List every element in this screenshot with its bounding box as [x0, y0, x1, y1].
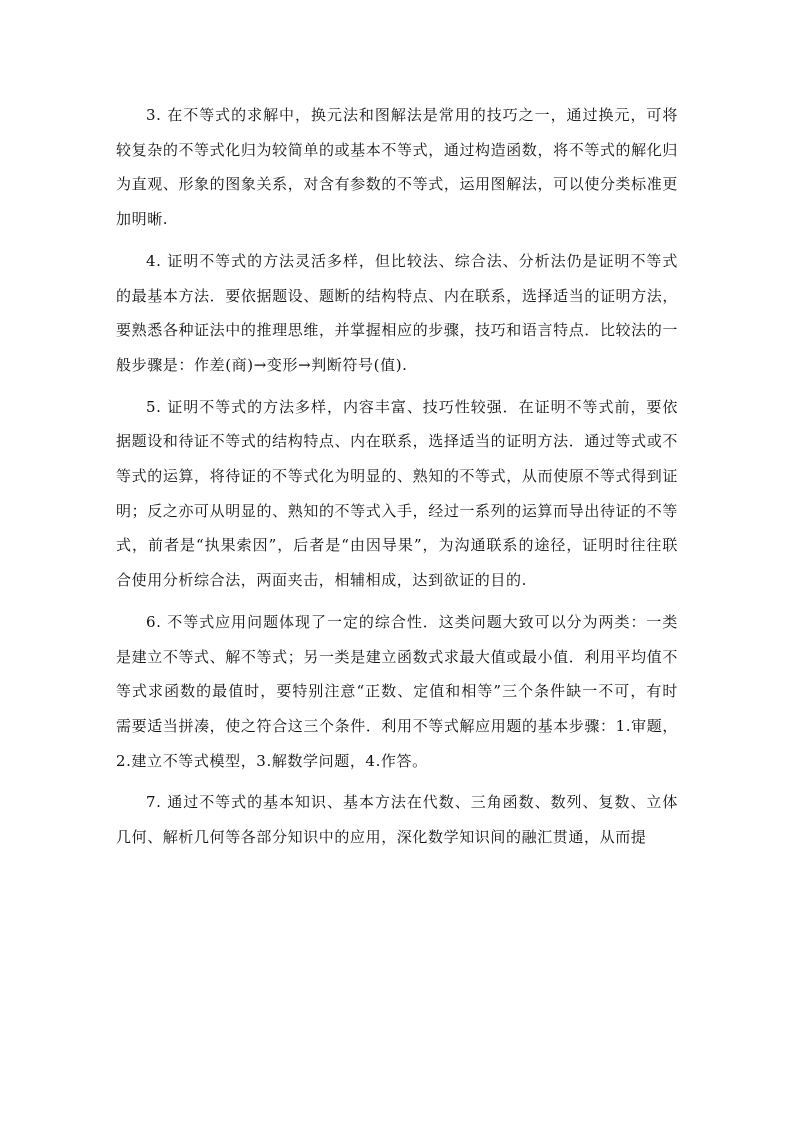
- paragraph-7: 7. 通过不等式的基本知识、基本方法在代数、三角函数、数列、复数、立体几何、解析几何等各部分知识中的应用，深化数学知识间的融汇贯通，从而提: [116, 793, 678, 847]
- document-body: [116, 98, 678, 862]
- paragraph-3: 3. 在不等式的求解中，换元法和图解法是常用的技巧之一，通过换元，可将较复杂的不等式化归为较简单的或基本不等式，通过构造函数，将不等式的解化归为直观、形象的图象关系，对含有参数的不等式，运用图解法，可以使分类标准更加明晰.: [116, 106, 678, 229]
- paragraph-6: 6. 不等式应用问题体现了一定的综合性．这类问题大致可以分为两类：一类是建立不等式、解不等式；另一类是建立函数式求最大值或最小值．利用平均值不等式求函数的最值时，要特别注意“正数、定值和相等”三个条件缺一不可，有时需要适当拼凑，使之符合这三个条件．利用不等式解应用题的基本步骤：1.审题，2.建立不等式模型，3.解数学问题，4.作答。: [116, 612, 678, 770]
- paragraph-4: 4. 证明不等式的方法灵活多样，但比较法、综合法、分析法仍是证明不等式的最基本方法．要依据题设、题断的结构特点、内在联系，选择适当的证明方法，要熟悉各种证法中的推理思维，并掌握相应的步骤，技巧和语言特点．比较法的一般步骤是：作差(商)→变形→判断符号(值).: [116, 251, 678, 374]
- paragraph-5: 5. 证明不等式的方法多样，内容丰富、技巧性较强．在证明不等式前，要依据题设和待证不等式的结构特点、内在联系，选择适当的证明方法．通过等式或不等式的运算，将待证的不等式化为明显的、熟知的不等式，从而使原不等式得到证明；反之亦可从明显的、熟知的不等式入手，经过一系列的运算而导出待证的不等式，前者是“执果索因”，后者是“由因导果”，为沟通联系的途径，证明时往往联合使用分析综合法，两面夹击，相辅相成，达到欲证的目的.: [116, 397, 678, 590]
